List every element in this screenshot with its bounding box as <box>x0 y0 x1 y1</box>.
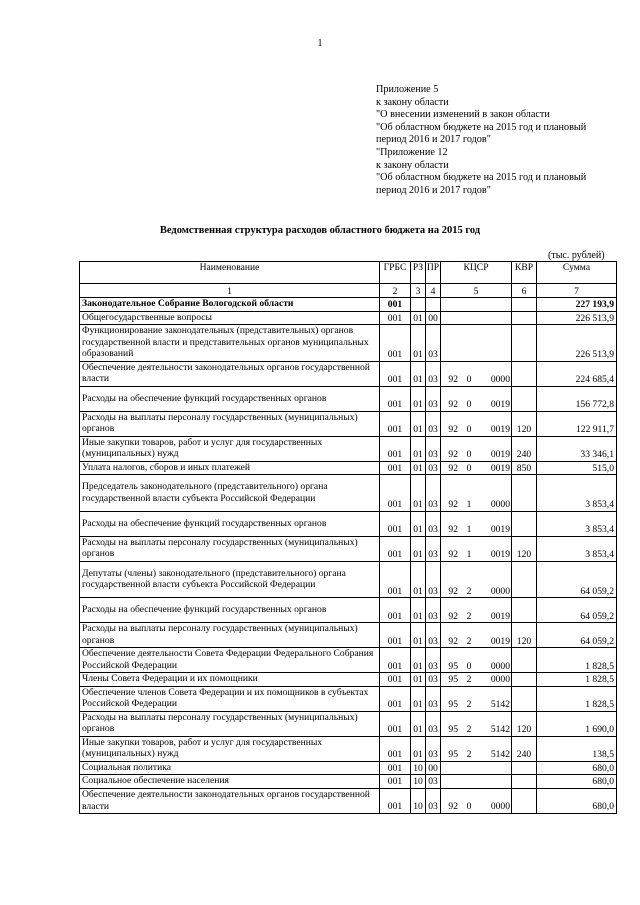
col-pr-header: ПР <box>426 262 441 284</box>
row-kvr <box>512 775 537 789</box>
row-pr: 03 <box>426 686 441 711</box>
row-sum: 64 059,2 <box>537 561 617 598</box>
row-rz: 10 <box>411 788 426 813</box>
row-name: Иные закупки товаров, работ и услуг для государственных (муниципальных) нужд <box>80 436 380 461</box>
column-number-row <box>80 284 617 298</box>
kcsr-part: 2 <box>466 635 472 647</box>
row-name: Расходы на выплаты персоналу государственных (муниципальных) органов <box>80 711 380 736</box>
row-grbs: 001 <box>380 536 411 561</box>
row-grbs: 001 <box>380 511 411 536</box>
row-kcsr <box>441 511 512 536</box>
table-row <box>80 511 617 536</box>
row-sum: 1 828,5 <box>537 686 617 711</box>
page-number: 1 <box>317 38 323 49</box>
row-kvr: 240 <box>512 736 537 761</box>
row-sum: 226 513,9 <box>537 311 617 325</box>
header-line: "Об областном бюджете на 2015 год и плановый <box>376 121 587 133</box>
row-sum: 1 828,5 <box>537 648 617 673</box>
row-kcsr <box>441 311 512 325</box>
row-grbs: 001 <box>380 461 411 475</box>
kcsr-part: 0000 <box>490 801 510 812</box>
row-kcsr <box>441 475 512 512</box>
col-rz-header: РЗ <box>411 262 426 284</box>
row-pr: 03 <box>426 461 441 475</box>
row-sum: 1 828,5 <box>537 673 617 687</box>
appendix-header <box>376 84 626 197</box>
row-kvr: 120 <box>512 411 537 436</box>
kcsr-part: 92 <box>448 549 458 560</box>
table-row <box>80 361 617 386</box>
row-kcsr <box>441 673 512 687</box>
table-row <box>80 298 617 312</box>
col-name-header: Наименование <box>80 262 380 284</box>
row-grbs: 001 <box>380 775 411 789</box>
row-pr: 03 <box>426 598 441 623</box>
row-sum: 226 513,9 <box>537 325 617 362</box>
table-row <box>80 475 617 512</box>
row-kvr <box>512 761 537 775</box>
row-name: Уплата налогов, сборов и иных платежей <box>80 461 380 475</box>
row-pr: 03 <box>426 561 441 598</box>
row-pr: 00 <box>426 761 441 775</box>
kcsr-part: 92 <box>448 585 458 597</box>
kcsr-part: 0 <box>466 801 472 812</box>
row-kvr <box>512 598 537 623</box>
col-sum-header: Сумма <box>537 262 617 284</box>
kcsr-part: 2 <box>466 724 472 735</box>
row-grbs: 001 <box>380 761 411 775</box>
row-grbs: 001 <box>380 411 411 436</box>
kcsr-part: 92 <box>448 801 458 812</box>
kcsr-part: 2 <box>466 749 472 760</box>
kcsr-part: 95 <box>448 724 458 735</box>
row-rz: 01 <box>411 386 426 411</box>
row-name: Законодательное Собрание Вологодской области <box>80 298 380 312</box>
row-kcsr <box>441 711 512 736</box>
row-name: Социальное обеспечение населения <box>80 775 380 789</box>
row-sum: 138,5 <box>537 736 617 761</box>
kcsr-part: 92 <box>448 499 458 510</box>
header-line: "Об областном бюджете на 2015 год и плановый <box>376 172 587 184</box>
row-rz: 01 <box>411 325 426 362</box>
table-row <box>80 775 617 789</box>
row-kvr <box>512 361 537 386</box>
row-grbs: 001 <box>380 598 411 623</box>
kcsr-part: 95 <box>448 674 458 685</box>
row-name: Обеспечение членов Совета Федерации и их помощников в субъектах Российской Федерации <box>80 686 380 711</box>
column-number: 2 <box>380 284 411 298</box>
row-name: Расходы на обеспечение функций государственных органов <box>80 511 380 536</box>
row-sum: 515,0 <box>537 461 617 475</box>
row-pr: 03 <box>426 475 441 512</box>
row-name: Председатель законодательного (представительного) органа государственной власти субъекта Российской Федерации <box>80 475 380 512</box>
kcsr-part: 2 <box>466 610 472 622</box>
kcsr-part: 0 <box>466 449 472 460</box>
row-grbs: 001 <box>380 788 411 813</box>
row-grbs: 001 <box>380 711 411 736</box>
row-sum: 3 853,4 <box>537 536 617 561</box>
row-kcsr <box>441 598 512 623</box>
kcsr-part: 92 <box>448 424 458 435</box>
row-grbs: 001 <box>380 311 411 325</box>
row-rz: 01 <box>411 686 426 711</box>
row-name: Иные закупки товаров, работ и услуг для государственных (муниципальных) нужд <box>80 736 380 761</box>
row-name: Депутаты (члены) законодательного (представительного) органа государственной власти субъекта Российской Федерации <box>80 561 380 598</box>
kcsr-part: 0019 <box>490 549 510 560</box>
kcsr-part: 2 <box>466 674 472 685</box>
kcsr-part: 0000 <box>490 585 510 597</box>
row-kcsr <box>441 686 512 711</box>
row-sum: 64 059,2 <box>537 623 617 648</box>
row-grbs: 001 <box>380 686 411 711</box>
row-name: Члены Совета Федерации и их помощники <box>80 673 380 687</box>
table-row <box>80 686 617 711</box>
row-kvr <box>512 673 537 687</box>
kcsr-part: 0 <box>466 399 472 410</box>
kcsr-part: 2 <box>466 699 472 710</box>
column-number: 4 <box>426 284 441 298</box>
row-rz <box>411 298 426 312</box>
row-name: Расходы на обеспечение функций государственных органов <box>80 386 380 411</box>
row-rz: 01 <box>411 361 426 386</box>
row-kcsr <box>441 386 512 411</box>
document-title: Ведомственная структура расходов областного бюджета на 2015 год <box>159 225 481 236</box>
row-kvr <box>512 325 537 362</box>
row-kcsr <box>441 411 512 436</box>
row-rz: 01 <box>411 673 426 687</box>
row-kcsr <box>441 775 512 789</box>
row-pr <box>426 298 441 312</box>
row-sum: 680,0 <box>537 775 617 789</box>
row-pr: 03 <box>426 411 441 436</box>
row-grbs: 001 <box>380 623 411 648</box>
table-row <box>80 461 617 475</box>
row-name: Расходы на обеспечение функций государственных органов <box>80 598 380 623</box>
kcsr-part: 95 <box>448 660 458 672</box>
row-sum: 33 346,1 <box>537 436 617 461</box>
row-pr: 03 <box>426 775 441 789</box>
table-row <box>80 736 617 761</box>
kcsr-part: 0000 <box>490 660 510 672</box>
kcsr-part: 5142 <box>490 699 510 710</box>
table-row <box>80 386 617 411</box>
row-pr: 03 <box>426 511 441 536</box>
row-kvr: 120 <box>512 536 537 561</box>
row-rz: 10 <box>411 761 426 775</box>
table-row <box>80 761 617 775</box>
kcsr-part: 0000 <box>490 374 510 385</box>
kcsr-part: 0 <box>466 462 472 474</box>
row-pr: 03 <box>426 736 441 761</box>
table-row <box>80 436 617 461</box>
row-kcsr <box>441 561 512 598</box>
kcsr-part: 92 <box>448 524 458 535</box>
row-name: Расходы на выплаты персоналу государственных (муниципальных) органов <box>80 411 380 436</box>
row-grbs: 001 <box>380 475 411 512</box>
row-sum: 122 911,7 <box>537 411 617 436</box>
column-number: 6 <box>512 284 537 298</box>
table-row <box>80 561 617 598</box>
kcsr-part: 0 <box>466 424 472 435</box>
table-row <box>80 788 617 813</box>
row-rz: 01 <box>411 711 426 736</box>
row-name: Обеспечение деятельности Совета Федерации Федерального Собрания Российской Федерации <box>80 648 380 673</box>
row-kvr <box>512 686 537 711</box>
row-rz: 01 <box>411 411 426 436</box>
header-line: период 2016 и 2017 годов" <box>376 134 491 146</box>
header-line: Приложение 5 <box>376 84 439 95</box>
expenditure-table <box>79 261 617 814</box>
header-line: к закону области <box>376 159 449 171</box>
col-kvr-header: КВР <box>512 262 537 284</box>
row-pr: 03 <box>426 536 441 561</box>
row-kcsr <box>441 361 512 386</box>
kcsr-part: 5142 <box>490 724 510 735</box>
row-pr: 03 <box>426 711 441 736</box>
row-grbs: 001 <box>380 673 411 687</box>
table-row <box>80 536 617 561</box>
column-number: 3 <box>411 284 426 298</box>
row-pr: 03 <box>426 673 441 687</box>
col-grbs-header: ГРБС <box>380 262 411 284</box>
table-row <box>80 411 617 436</box>
col-kcsr-header: КЦСР <box>441 262 512 284</box>
kcsr-part: 92 <box>448 399 458 410</box>
row-rz: 01 <box>411 648 426 673</box>
row-pr: 03 <box>426 788 441 813</box>
row-name: Общегосударственные вопросы <box>80 311 380 325</box>
row-name: Обеспечение деятельности законодательных органов государственной власти <box>80 361 380 386</box>
row-kcsr <box>441 436 512 461</box>
row-rz: 01 <box>411 561 426 598</box>
row-kvr <box>512 386 537 411</box>
row-grbs: 001 <box>380 648 411 673</box>
row-pr: 00 <box>426 311 441 325</box>
kcsr-part: 1 <box>466 549 472 560</box>
kcsr-part: 5142 <box>490 749 510 760</box>
row-sum: 680,0 <box>537 761 617 775</box>
kcsr-part: 1 <box>466 499 472 510</box>
row-grbs: 001 <box>380 361 411 386</box>
table-row <box>80 598 617 623</box>
kcsr-part: 0 <box>466 660 472 672</box>
table-header-row <box>80 262 617 284</box>
row-sum: 227 193,9 <box>537 298 617 312</box>
table-row <box>80 673 617 687</box>
row-kcsr <box>441 761 512 775</box>
row-pr: 03 <box>426 361 441 386</box>
row-kvr: 240 <box>512 436 537 461</box>
row-grbs: 001 <box>380 736 411 761</box>
row-kcsr <box>441 736 512 761</box>
row-kcsr <box>441 325 512 362</box>
column-number: 7 <box>537 284 617 298</box>
kcsr-part: 0019 <box>490 524 510 535</box>
header-line: "Приложение 12 <box>376 146 448 158</box>
row-pr: 03 <box>426 623 441 648</box>
row-sum: 1 690,0 <box>537 711 617 736</box>
row-kcsr <box>441 298 512 312</box>
row-sum: 3 853,4 <box>537 511 617 536</box>
row-grbs: 001 <box>380 436 411 461</box>
row-kcsr <box>441 788 512 813</box>
kcsr-part: 0000 <box>490 674 510 685</box>
row-rz: 01 <box>411 511 426 536</box>
row-grbs: 001 <box>380 561 411 598</box>
row-grbs: 001 <box>380 325 411 362</box>
row-grbs: 001 <box>380 386 411 411</box>
row-rz: 01 <box>411 461 426 475</box>
kcsr-part: 0019 <box>490 399 510 410</box>
row-name: Обеспечение деятельности законодательных органов государственной власти <box>80 788 380 813</box>
row-kvr <box>512 788 537 813</box>
row-rz: 01 <box>411 475 426 512</box>
row-sum: 224 685,4 <box>537 361 617 386</box>
kcsr-part: 95 <box>448 749 458 760</box>
kcsr-part: 92 <box>448 374 458 385</box>
kcsr-part: 92 <box>448 610 458 622</box>
header-line: период 2016 и 2017 годов" <box>376 184 491 196</box>
row-kcsr <box>441 536 512 561</box>
row-rz: 01 <box>411 311 426 325</box>
row-kvr: 850 <box>512 461 537 475</box>
row-rz: 10 <box>411 775 426 789</box>
row-kvr <box>512 648 537 673</box>
row-grbs: 001 <box>380 298 411 312</box>
column-number: 5 <box>441 284 512 298</box>
kcsr-part: 0019 <box>490 635 510 647</box>
header-line: к закону области <box>376 96 449 108</box>
header-line: "О внесении изменений в закон области <box>376 109 550 121</box>
kcsr-part: 92 <box>448 462 458 474</box>
row-rz: 01 <box>411 436 426 461</box>
row-pr: 03 <box>426 386 441 411</box>
kcsr-part: 0019 <box>490 424 510 435</box>
row-kvr <box>512 311 537 325</box>
table-row <box>80 623 617 648</box>
kcsr-part: 92 <box>448 635 458 647</box>
row-kvr <box>512 298 537 312</box>
row-kvr <box>512 511 537 536</box>
row-pr: 03 <box>426 436 441 461</box>
kcsr-part: 0 <box>466 374 472 385</box>
kcsr-part: 0000 <box>490 499 510 510</box>
row-rz: 01 <box>411 536 426 561</box>
row-kvr: 120 <box>512 623 537 648</box>
row-name: Функционирование законодательных (представительных) органов государственной власти и представительных органов муниципальных образований <box>80 325 380 362</box>
kcsr-part: 1 <box>466 524 472 535</box>
row-rz: 01 <box>411 736 426 761</box>
kcsr-part: 92 <box>448 449 458 460</box>
kcsr-part: 95 <box>448 699 458 710</box>
row-rz: 01 <box>411 623 426 648</box>
row-kcsr <box>441 623 512 648</box>
column-number: 1 <box>80 284 380 298</box>
row-rz: 01 <box>411 598 426 623</box>
table-row <box>80 648 617 673</box>
kcsr-part: 0019 <box>490 610 510 622</box>
row-pr: 03 <box>426 325 441 362</box>
table-row <box>80 325 617 362</box>
units-label: (тыс. рублей) <box>548 250 605 261</box>
kcsr-part: 0019 <box>490 449 510 460</box>
row-sum: 156 772,8 <box>537 386 617 411</box>
row-sum: 680,0 <box>537 788 617 813</box>
row-name: Расходы на выплаты персоналу государственных (муниципальных) органов <box>80 623 380 648</box>
row-kcsr <box>441 648 512 673</box>
row-kvr <box>512 475 537 512</box>
row-name: Социальная политика <box>80 761 380 775</box>
table-row <box>80 311 617 325</box>
kcsr-part: 2 <box>466 585 472 597</box>
row-kvr <box>512 561 537 598</box>
table-row <box>80 711 617 736</box>
row-kcsr <box>441 461 512 475</box>
row-pr: 03 <box>426 648 441 673</box>
row-name: Расходы на выплаты персоналу государственных (муниципальных) органов <box>80 536 380 561</box>
row-kvr: 120 <box>512 711 537 736</box>
row-sum: 64 059,2 <box>537 598 617 623</box>
row-sum: 3 853,4 <box>537 475 617 512</box>
kcsr-part: 0019 <box>490 462 510 474</box>
